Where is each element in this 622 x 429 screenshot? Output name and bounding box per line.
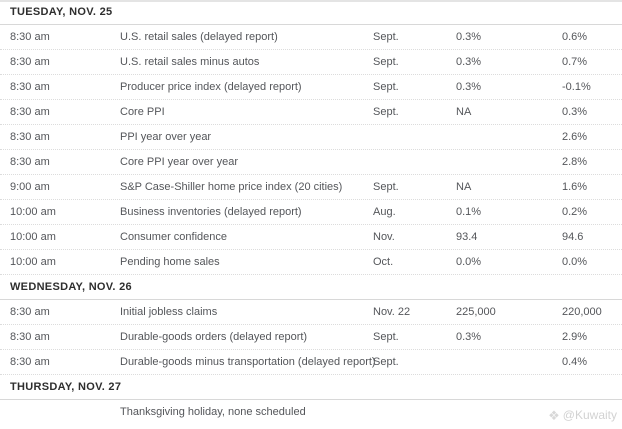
period-cell: Sept. — [373, 356, 399, 368]
forecast-cell — [456, 125, 562, 149]
calendar-row — [0, 200, 622, 225]
previous-cell: 0.4% — [562, 356, 588, 368]
time-cell: 8:30 am — [10, 81, 50, 93]
event-cell: U.S. retail sales (delayed report) — [120, 31, 278, 43]
calendar-row — [0, 50, 622, 75]
calendar-row — [0, 225, 622, 250]
period-cell: Sept. — [373, 106, 399, 118]
calendar-row — [0, 325, 622, 350]
event-cell: Pending home sales — [120, 256, 220, 268]
previous-cell: 2.6% — [562, 131, 588, 143]
previous-cell: 0.0% — [562, 256, 588, 268]
day-header: TUESDAY, NOV. 25 — [0, 2, 622, 25]
economic-calendar-table — [0, 2, 622, 425]
time-cell: 10:00 am — [10, 256, 56, 268]
watermark — [548, 408, 617, 422]
time-cell: 8:30 am — [10, 31, 50, 43]
forecast-cell: NA — [456, 106, 472, 118]
event-cell: S&P Case-Shiller home price index (20 cities) — [120, 181, 343, 193]
time-cell: 8:30 am — [10, 306, 50, 318]
watermark-text: @Kuwaity — [562, 408, 617, 422]
event-cell: Business inventories (delayed report) — [120, 206, 302, 218]
time-cell: 8:30 am — [10, 331, 50, 343]
forecast-cell: 0.1% — [456, 206, 482, 218]
event-cell: Initial jobless claims — [120, 306, 218, 318]
period-cell: Sept. — [373, 81, 399, 93]
day-section — [0, 2, 622, 275]
time-cell — [10, 400, 120, 425]
calendar-row — [0, 25, 622, 50]
previous-cell: 2.8% — [562, 156, 588, 168]
previous-cell: 0.6% — [562, 31, 588, 43]
time-cell: 8:30 am — [10, 156, 50, 168]
calendar-row — [0, 100, 622, 125]
ornament-diamond-icon: ❖ — [548, 407, 560, 423]
event-cell: Core PPI — [120, 106, 165, 118]
time-cell: 8:30 am — [10, 356, 50, 368]
previous-cell: 2.9% — [562, 331, 588, 343]
period-cell: Nov. — [373, 231, 395, 243]
day-section — [0, 275, 622, 375]
forecast-cell: 0.3% — [456, 81, 482, 93]
calendar-row — [0, 150, 622, 175]
period-cell: Sept. — [373, 31, 399, 43]
forecast-cell: 0.3% — [456, 331, 482, 343]
forecast-cell — [456, 150, 562, 174]
forecast-cell — [456, 350, 562, 374]
time-cell: 8:30 am — [10, 131, 50, 143]
period-cell — [373, 150, 456, 174]
period-cell: Sept. — [373, 181, 399, 193]
forecast-cell: 0.3% — [456, 56, 482, 68]
day-header: WEDNESDAY, NOV. 26 — [0, 275, 622, 300]
event-cell: Producer price index (delayed report) — [120, 81, 302, 93]
calendar-row — [0, 125, 622, 150]
event-cell: U.S. retail sales minus autos — [120, 56, 260, 68]
previous-cell: -0.1% — [562, 81, 591, 93]
calendar-row — [0, 250, 622, 275]
time-cell: 9:00 am — [10, 181, 50, 193]
calendar-row — [0, 400, 622, 425]
calendar-row — [0, 350, 622, 375]
forecast-cell: NA — [456, 181, 472, 193]
period-cell: Oct. — [373, 256, 394, 268]
period-cell: Sept. — [373, 331, 399, 343]
time-cell: 8:30 am — [10, 56, 50, 68]
calendar-row — [0, 75, 622, 100]
previous-cell: 94.6 — [562, 231, 584, 243]
forecast-cell: 0.0% — [456, 256, 482, 268]
day-section — [0, 375, 622, 425]
forecast-cell — [456, 400, 562, 425]
event-cell: Thanksgiving holiday, none scheduled — [120, 406, 306, 418]
previous-cell: 0.7% — [562, 56, 588, 68]
time-cell: 10:00 am — [10, 206, 56, 218]
period-cell: Sept. — [373, 56, 399, 68]
period-cell — [373, 125, 456, 149]
day-header: THURSDAY, NOV. 27 — [0, 375, 622, 400]
forecast-cell: 225,000 — [456, 306, 496, 318]
period-cell — [373, 400, 456, 425]
event-cell: Durable-goods minus transportation (delayed report) — [120, 356, 376, 368]
calendar-row — [0, 300, 622, 325]
forecast-cell: 93.4 — [456, 231, 478, 243]
previous-cell: 0.2% — [562, 206, 588, 218]
period-cell: Nov. 22 — [373, 306, 411, 318]
calendar-row — [0, 175, 622, 200]
previous-cell: 1.6% — [562, 181, 588, 193]
event-cell: Durable-goods orders (delayed report) — [120, 331, 308, 343]
previous-cell: 0.3% — [562, 106, 588, 118]
previous-cell: 220,000 — [562, 306, 602, 318]
event-cell: Core PPI year over year — [120, 156, 238, 168]
time-cell: 10:00 am — [10, 231, 56, 243]
time-cell: 8:30 am — [10, 106, 50, 118]
event-cell: PPI year over year — [120, 131, 212, 143]
forecast-cell: 0.3% — [456, 31, 482, 43]
event-cell: Consumer confidence — [120, 231, 228, 243]
period-cell: Aug. — [373, 206, 396, 218]
